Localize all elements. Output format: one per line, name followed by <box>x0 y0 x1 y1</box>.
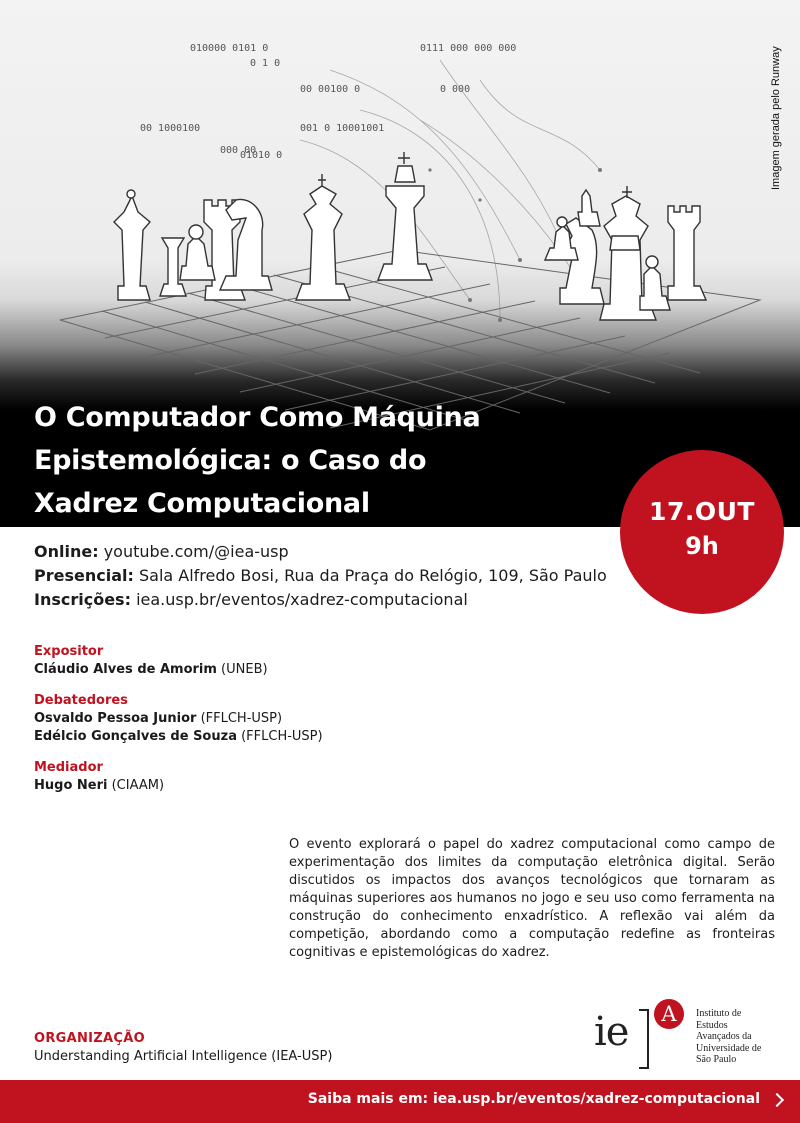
venue-address: Sala Alfredo Bosi, Rua da Praça do Relógio, 109, São Paulo <box>133 566 607 585</box>
binary-text: 000 00 <box>220 145 257 156</box>
info-label: Inscrições: <box>34 590 131 609</box>
logo-line: Avançados da <box>696 1031 752 1042</box>
binary-text: 01010 0 <box>240 150 283 161</box>
expositor-entry <box>34 661 323 679</box>
person-name: Osvaldo Pessoa Junior <box>34 711 197 726</box>
info-venue <box>34 564 607 588</box>
iea-logo <box>594 997 784 1071</box>
binary-text: 001 0 10001001 <box>300 123 385 134</box>
mediador-heading: Mediador <box>34 760 103 775</box>
event-info <box>34 540 607 612</box>
debatedor-entry <box>34 728 323 746</box>
chevron-right-icon[interactable] <box>770 1093 784 1107</box>
person-affiliation: (FFLCH-USP) <box>236 729 323 744</box>
organization-heading: ORGANIZAÇÃO <box>34 1031 145 1046</box>
info-label: Online: <box>34 542 99 561</box>
logo-institution-name <box>696 1008 761 1066</box>
footer-bar[interactable] <box>0 1080 800 1123</box>
date-badge <box>620 450 784 614</box>
info-registration <box>34 588 607 612</box>
image-credit: Imagem gerada pelo Runway <box>770 46 782 190</box>
logo-mark: ie <box>594 1009 629 1055</box>
online-link[interactable]: youtube.com/@iea-usp <box>98 542 289 561</box>
binary-text: 0 000 <box>440 84 471 95</box>
binary-text: 00 1000100 <box>140 123 201 134</box>
debatedor-entry <box>34 710 323 728</box>
event-title <box>34 396 634 525</box>
title-line: Epistemológica: o Caso do <box>34 445 427 476</box>
person-name: Edélcio Gonçalves de Souza <box>34 729 237 744</box>
person-name: Cláudio Alves de Amorim <box>34 662 217 677</box>
footer-link[interactable]: Saiba mais em: iea.usp.br/eventos/xadrez-computacional <box>307 1091 760 1107</box>
person-affiliation: (CIAAM) <box>107 778 165 793</box>
info-label: Presencial: <box>34 566 134 585</box>
logo-line: Universidade de <box>696 1042 762 1054</box>
title-line: Xadrez Computacional <box>34 488 370 519</box>
logo-line: Instituto de <box>696 1008 742 1019</box>
binary-text: 0111 000 000 000 <box>420 43 517 54</box>
mediador-entry <box>34 777 323 795</box>
binary-text: 00 00100 0 <box>300 84 361 95</box>
debatedores-heading: Debatedores <box>34 693 128 708</box>
logo-line: Estudos <box>696 1019 728 1031</box>
binary-text: 0 1 0 <box>250 58 281 69</box>
logo-a-icon: A <box>654 999 684 1029</box>
title-line: O Computador Como Máquina <box>34 402 481 433</box>
info-online <box>34 540 607 564</box>
organization <box>34 1031 332 1064</box>
participants <box>34 643 323 795</box>
person-affiliation: (FFLCH-USP) <box>196 711 283 726</box>
logo-line: São Paulo <box>696 1054 737 1065</box>
event-time: 9h <box>685 532 719 560</box>
registration-link[interactable]: iea.usp.br/eventos/xadrez-computacional <box>130 590 468 609</box>
event-date: 17.OUT <box>649 497 755 526</box>
event-description: O evento explorará o papel do xadrez computacional como campo de experimentação dos limites da computação eletrônica digital. Serão discutidos os impactos dos avanços tecnológicos que tornaram as máquinas superiores aos humanos no jogo e seu uso como ferramenta na construção do conhecimento enxadrístico. A reflexão vai além da competição, abordando como a computação redefine as fronteiras cognitivas e epistemológicas do xadrez. <box>289 837 775 960</box>
binary-text: 010000 0101 0 <box>190 43 269 54</box>
expositor-heading: Expositor <box>34 644 104 659</box>
person-affiliation: (UNEB) <box>216 662 268 677</box>
organization-name: Understanding Artificial Intelligence (IEA-USP) <box>34 1049 333 1064</box>
person-name: Hugo Neri <box>34 778 108 793</box>
logo-bracket <box>639 1009 649 1069</box>
